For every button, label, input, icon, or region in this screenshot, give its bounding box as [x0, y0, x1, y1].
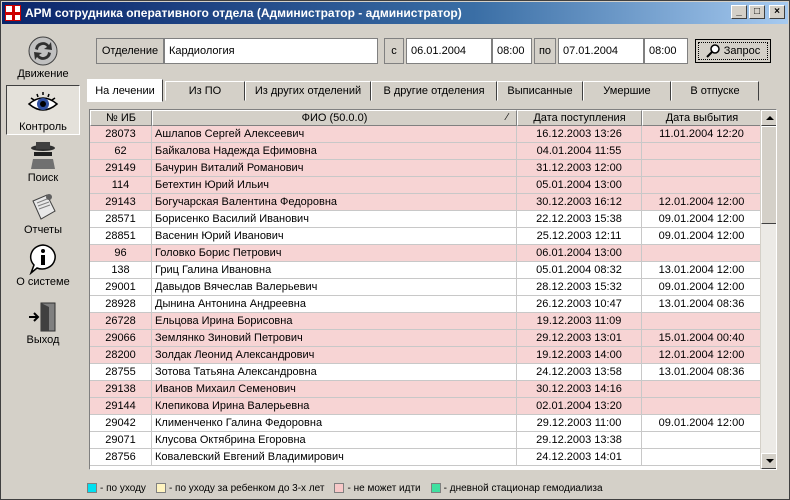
- cell-name: Клепикова Ирина Валерьевна: [152, 398, 517, 414]
- legend-swatch: [156, 483, 166, 493]
- cell-discharged: 15.01.2004 00:40: [642, 330, 762, 346]
- to-label: по: [534, 38, 556, 64]
- cell-admitted: 29.12.2003 13:38: [517, 432, 642, 448]
- cell-discharged: 12.01.2004 12:00: [642, 194, 762, 210]
- tab-in-treatment[interactable]: На лечении: [87, 79, 163, 102]
- tab-from-admission[interactable]: Из ПО: [165, 81, 245, 101]
- cell-discharged: 09.01.2004 12:00: [642, 228, 762, 244]
- sort-indicator-icon: ∕: [506, 112, 508, 123]
- cell-id: 28571: [90, 211, 152, 227]
- cell-discharged: [642, 432, 762, 448]
- table-row[interactable]: [90, 262, 762, 279]
- cell-admitted: 02.01.2004 13:20: [517, 398, 642, 414]
- legend-label: - по уходу за ребенком до 3-х лет: [168, 482, 325, 494]
- column-header-label: ФИО (50.0.0): [301, 112, 368, 124]
- cell-admitted: 24.12.2003 13:58: [517, 364, 642, 380]
- table-row[interactable]: [90, 194, 762, 211]
- cell-id: 138: [90, 262, 152, 278]
- cell-id: 29042: [90, 415, 152, 431]
- cell-name: Дынина Антонина Андреевна: [152, 296, 517, 312]
- refresh-arrows-icon: [27, 35, 59, 67]
- close-button[interactable]: ×: [769, 5, 785, 19]
- legend-label: - дневной стационар гемодиализа: [443, 482, 603, 494]
- sidebar-item-exit[interactable]: [6, 299, 80, 347]
- cell-name: Бетехтин Юрий Ильич: [152, 177, 517, 193]
- cell-admitted: 30.12.2003 16:12: [517, 194, 642, 210]
- cell-admitted: 30.12.2003 14:16: [517, 381, 642, 397]
- cell-id: 28851: [90, 228, 152, 244]
- cell-discharged: 13.01.2004 08:36: [642, 296, 762, 312]
- cell-id: 29066: [90, 330, 152, 346]
- cell-name: Ковалевский Евгений Владимирович: [152, 449, 517, 465]
- cell-id: 29001: [90, 279, 152, 295]
- cell-id: 29138: [90, 381, 152, 397]
- cell-discharged: 12.01.2004 12:00: [642, 347, 762, 363]
- legend-item: [431, 483, 603, 494]
- column-header-admission-date[interactable]: Дата поступления: [517, 110, 642, 126]
- table-row[interactable]: [90, 126, 762, 143]
- cell-admitted: 04.01.2004 11:55: [517, 143, 642, 159]
- paper-report-icon: [27, 191, 59, 223]
- cell-discharged: 13.01.2004 08:36: [642, 364, 762, 380]
- cell-admitted: 24.12.2003 14:01: [517, 449, 642, 465]
- cell-name: Бачурин Виталий Романович: [152, 160, 517, 176]
- cell-discharged: [642, 245, 762, 261]
- window-title: АРМ сотрудника оперативного отдела (Администратор - администратор): [25, 6, 462, 20]
- minimize-button[interactable]: _: [731, 5, 747, 19]
- cell-name: Васенин Юрий Иванович: [152, 228, 517, 244]
- query-button-label: Запрос: [723, 45, 761, 57]
- table-row[interactable]: [90, 415, 762, 432]
- spy-search-icon: [27, 139, 59, 171]
- sidebar: [5, 29, 81, 469]
- cell-admitted: 19.12.2003 11:09: [517, 313, 642, 329]
- cell-discharged: [642, 398, 762, 414]
- cell-name: Клименченко Галина Федоровна: [152, 415, 517, 431]
- legend-item: [156, 483, 325, 494]
- cell-id: 28756: [90, 449, 152, 465]
- column-header-full-name[interactable]: [152, 110, 517, 126]
- cell-discharged: [642, 381, 762, 397]
- cell-admitted: 29.12.2003 11:00: [517, 415, 642, 431]
- table-row[interactable]: [90, 211, 762, 228]
- table-row[interactable]: [90, 313, 762, 330]
- cell-id: 26728: [90, 313, 152, 329]
- title-bar[interactable]: [2, 2, 788, 24]
- table-row[interactable]: [90, 347, 762, 364]
- cell-name: Давыдов Вячеслав Валерьевич: [152, 279, 517, 295]
- cell-admitted: 25.12.2003 12:11: [517, 228, 642, 244]
- sidebar-item-label: Контроль: [19, 121, 67, 133]
- sidebar-item-reports[interactable]: [6, 189, 80, 237]
- maximize-button[interactable]: □: [749, 5, 765, 19]
- scroll-up-button[interactable]: [761, 110, 777, 126]
- cell-discharged: [642, 449, 762, 465]
- grid-header: [90, 110, 762, 126]
- cell-name: Клусова Октябрина Егоровна: [152, 432, 517, 448]
- exit-door-icon: [27, 301, 59, 333]
- cell-name: Богучарская Валентина Федоровна: [152, 194, 517, 210]
- cell-id: 29144: [90, 398, 152, 414]
- tab-discharged[interactable]: Выписанные: [497, 81, 583, 101]
- cell-admitted: 28.12.2003 15:32: [517, 279, 642, 295]
- legend-swatch: [334, 483, 344, 493]
- table-row[interactable]: [90, 228, 762, 245]
- table-row[interactable]: [90, 296, 762, 313]
- scroll-down-button[interactable]: [761, 453, 777, 469]
- tab-deceased[interactable]: Умершие: [583, 81, 671, 101]
- cell-admitted: 05.01.2004 13:00: [517, 177, 642, 193]
- cell-admitted: 16.12.2003 13:26: [517, 126, 642, 142]
- table-row[interactable]: [90, 279, 762, 296]
- sidebar-item-label: Движение: [17, 68, 69, 80]
- vertical-scrollbar[interactable]: [760, 110, 776, 469]
- cell-admitted: 05.01.2004 08:32: [517, 262, 642, 278]
- cell-name: Ашлапов Сергей Алексеевич: [152, 126, 517, 142]
- legend-swatch: [431, 483, 441, 493]
- cell-id: 28928: [90, 296, 152, 312]
- table-row[interactable]: [90, 245, 762, 262]
- cell-id: 29149: [90, 160, 152, 176]
- sidebar-item-search[interactable]: [6, 137, 80, 185]
- cell-id: 62: [90, 143, 152, 159]
- table-row[interactable]: [90, 177, 762, 194]
- cell-discharged: 09.01.2004 12:00: [642, 279, 762, 295]
- cell-name: Ельцова Ирина Борисовна: [152, 313, 517, 329]
- cell-name: Зотова Татьяна Александровна: [152, 364, 517, 380]
- cell-name: Землянко Зиновий Петрович: [152, 330, 517, 346]
- cell-discharged: [642, 177, 762, 193]
- cell-discharged: [642, 313, 762, 329]
- from-date-field[interactable]: 06.01.2004: [406, 38, 492, 64]
- cell-name: Байкалова Надежда Ефимовна: [152, 143, 517, 159]
- cell-admitted: 06.01.2004 13:00: [517, 245, 642, 261]
- cell-admitted: 26.12.2003 10:47: [517, 296, 642, 312]
- cell-name: Борисенко Василий Иванович: [152, 211, 517, 227]
- legend-label: - не может идти: [347, 482, 421, 494]
- filter-bar: [96, 38, 774, 64]
- cell-name: Золдак Леонид Александрович: [152, 347, 517, 363]
- column-header-record-number[interactable]: № ИБ: [90, 110, 152, 126]
- cell-id: 28755: [90, 364, 152, 380]
- cell-discharged: 11.01.2004 12:20: [642, 126, 762, 142]
- sidebar-item-label: Выход: [26, 334, 60, 346]
- department-label: Отделение: [96, 38, 164, 64]
- tab-from-other-departments[interactable]: Из других отделений: [245, 81, 371, 101]
- table-row[interactable]: [90, 160, 762, 177]
- cell-id: 29071: [90, 432, 152, 448]
- department-field[interactable]: Кардиология: [164, 38, 378, 64]
- sidebar-item-about[interactable]: [6, 241, 80, 289]
- cell-id: 29143: [90, 194, 152, 210]
- eye-icon: [27, 88, 59, 120]
- cell-name: Иванов Михаил Семенович: [152, 381, 517, 397]
- cell-discharged: [642, 143, 762, 159]
- tab-to-other-departments[interactable]: В другие отделения: [371, 81, 497, 101]
- table-row[interactable]: [90, 381, 762, 398]
- table-row[interactable]: [90, 364, 762, 381]
- info-icon: [27, 243, 59, 275]
- legend-label: - по уходу: [100, 482, 146, 494]
- legend-item: [334, 483, 420, 494]
- cell-discharged: 09.01.2004 12:00: [642, 211, 762, 227]
- scroll-thumb[interactable]: [761, 126, 777, 224]
- to-time-field[interactable]: 08:00: [644, 38, 688, 64]
- patient-grid: [89, 109, 777, 470]
- window-controls: [731, 5, 785, 19]
- sidebar-item-label: Отчеты: [23, 224, 63, 236]
- sidebar-item-label: О системе: [16, 276, 70, 288]
- cell-id: 28200: [90, 347, 152, 363]
- cell-id: 96: [90, 245, 152, 261]
- table-row[interactable]: [90, 143, 762, 160]
- cell-id: 114: [90, 177, 152, 193]
- color-legend: [87, 481, 787, 495]
- cell-id: 28073: [90, 126, 152, 142]
- column-header-discharge-date[interactable]: Дата выбытия: [642, 110, 762, 126]
- app-flag-icon: [5, 5, 21, 21]
- legend-swatch: [87, 483, 97, 493]
- cell-discharged: [642, 160, 762, 176]
- sidebar-item-label: Поиск: [27, 172, 59, 184]
- table-row[interactable]: [90, 398, 762, 415]
- cell-admitted: 19.12.2003 14:00: [517, 347, 642, 363]
- grid-body: [90, 126, 762, 466]
- sidebar-item-movement[interactable]: [6, 33, 80, 81]
- cell-admitted: 31.12.2003 12:00: [517, 160, 642, 176]
- cell-discharged: 13.01.2004 12:00: [642, 262, 762, 278]
- cell-discharged: 09.01.2004 12:00: [642, 415, 762, 431]
- to-date-field[interactable]: 07.01.2004: [558, 38, 644, 64]
- tab-on-leave[interactable]: В отпуске: [671, 81, 759, 101]
- from-time-field[interactable]: 08:00: [492, 38, 532, 64]
- cell-admitted: 29.12.2003 13:01: [517, 330, 642, 346]
- table-row[interactable]: [90, 330, 762, 347]
- cell-name: Гриц Галина Ивановна: [152, 262, 517, 278]
- table-row[interactable]: [90, 432, 762, 449]
- legend-item: [87, 483, 146, 494]
- cell-name: Головко Борис Петрович: [152, 245, 517, 261]
- table-row[interactable]: [90, 449, 762, 466]
- sidebar-item-control[interactable]: [6, 85, 80, 135]
- tab-strip: [87, 79, 777, 101]
- query-button[interactable]: [695, 39, 771, 63]
- from-label: с: [384, 38, 404, 64]
- cell-admitted: 22.12.2003 15:38: [517, 211, 642, 227]
